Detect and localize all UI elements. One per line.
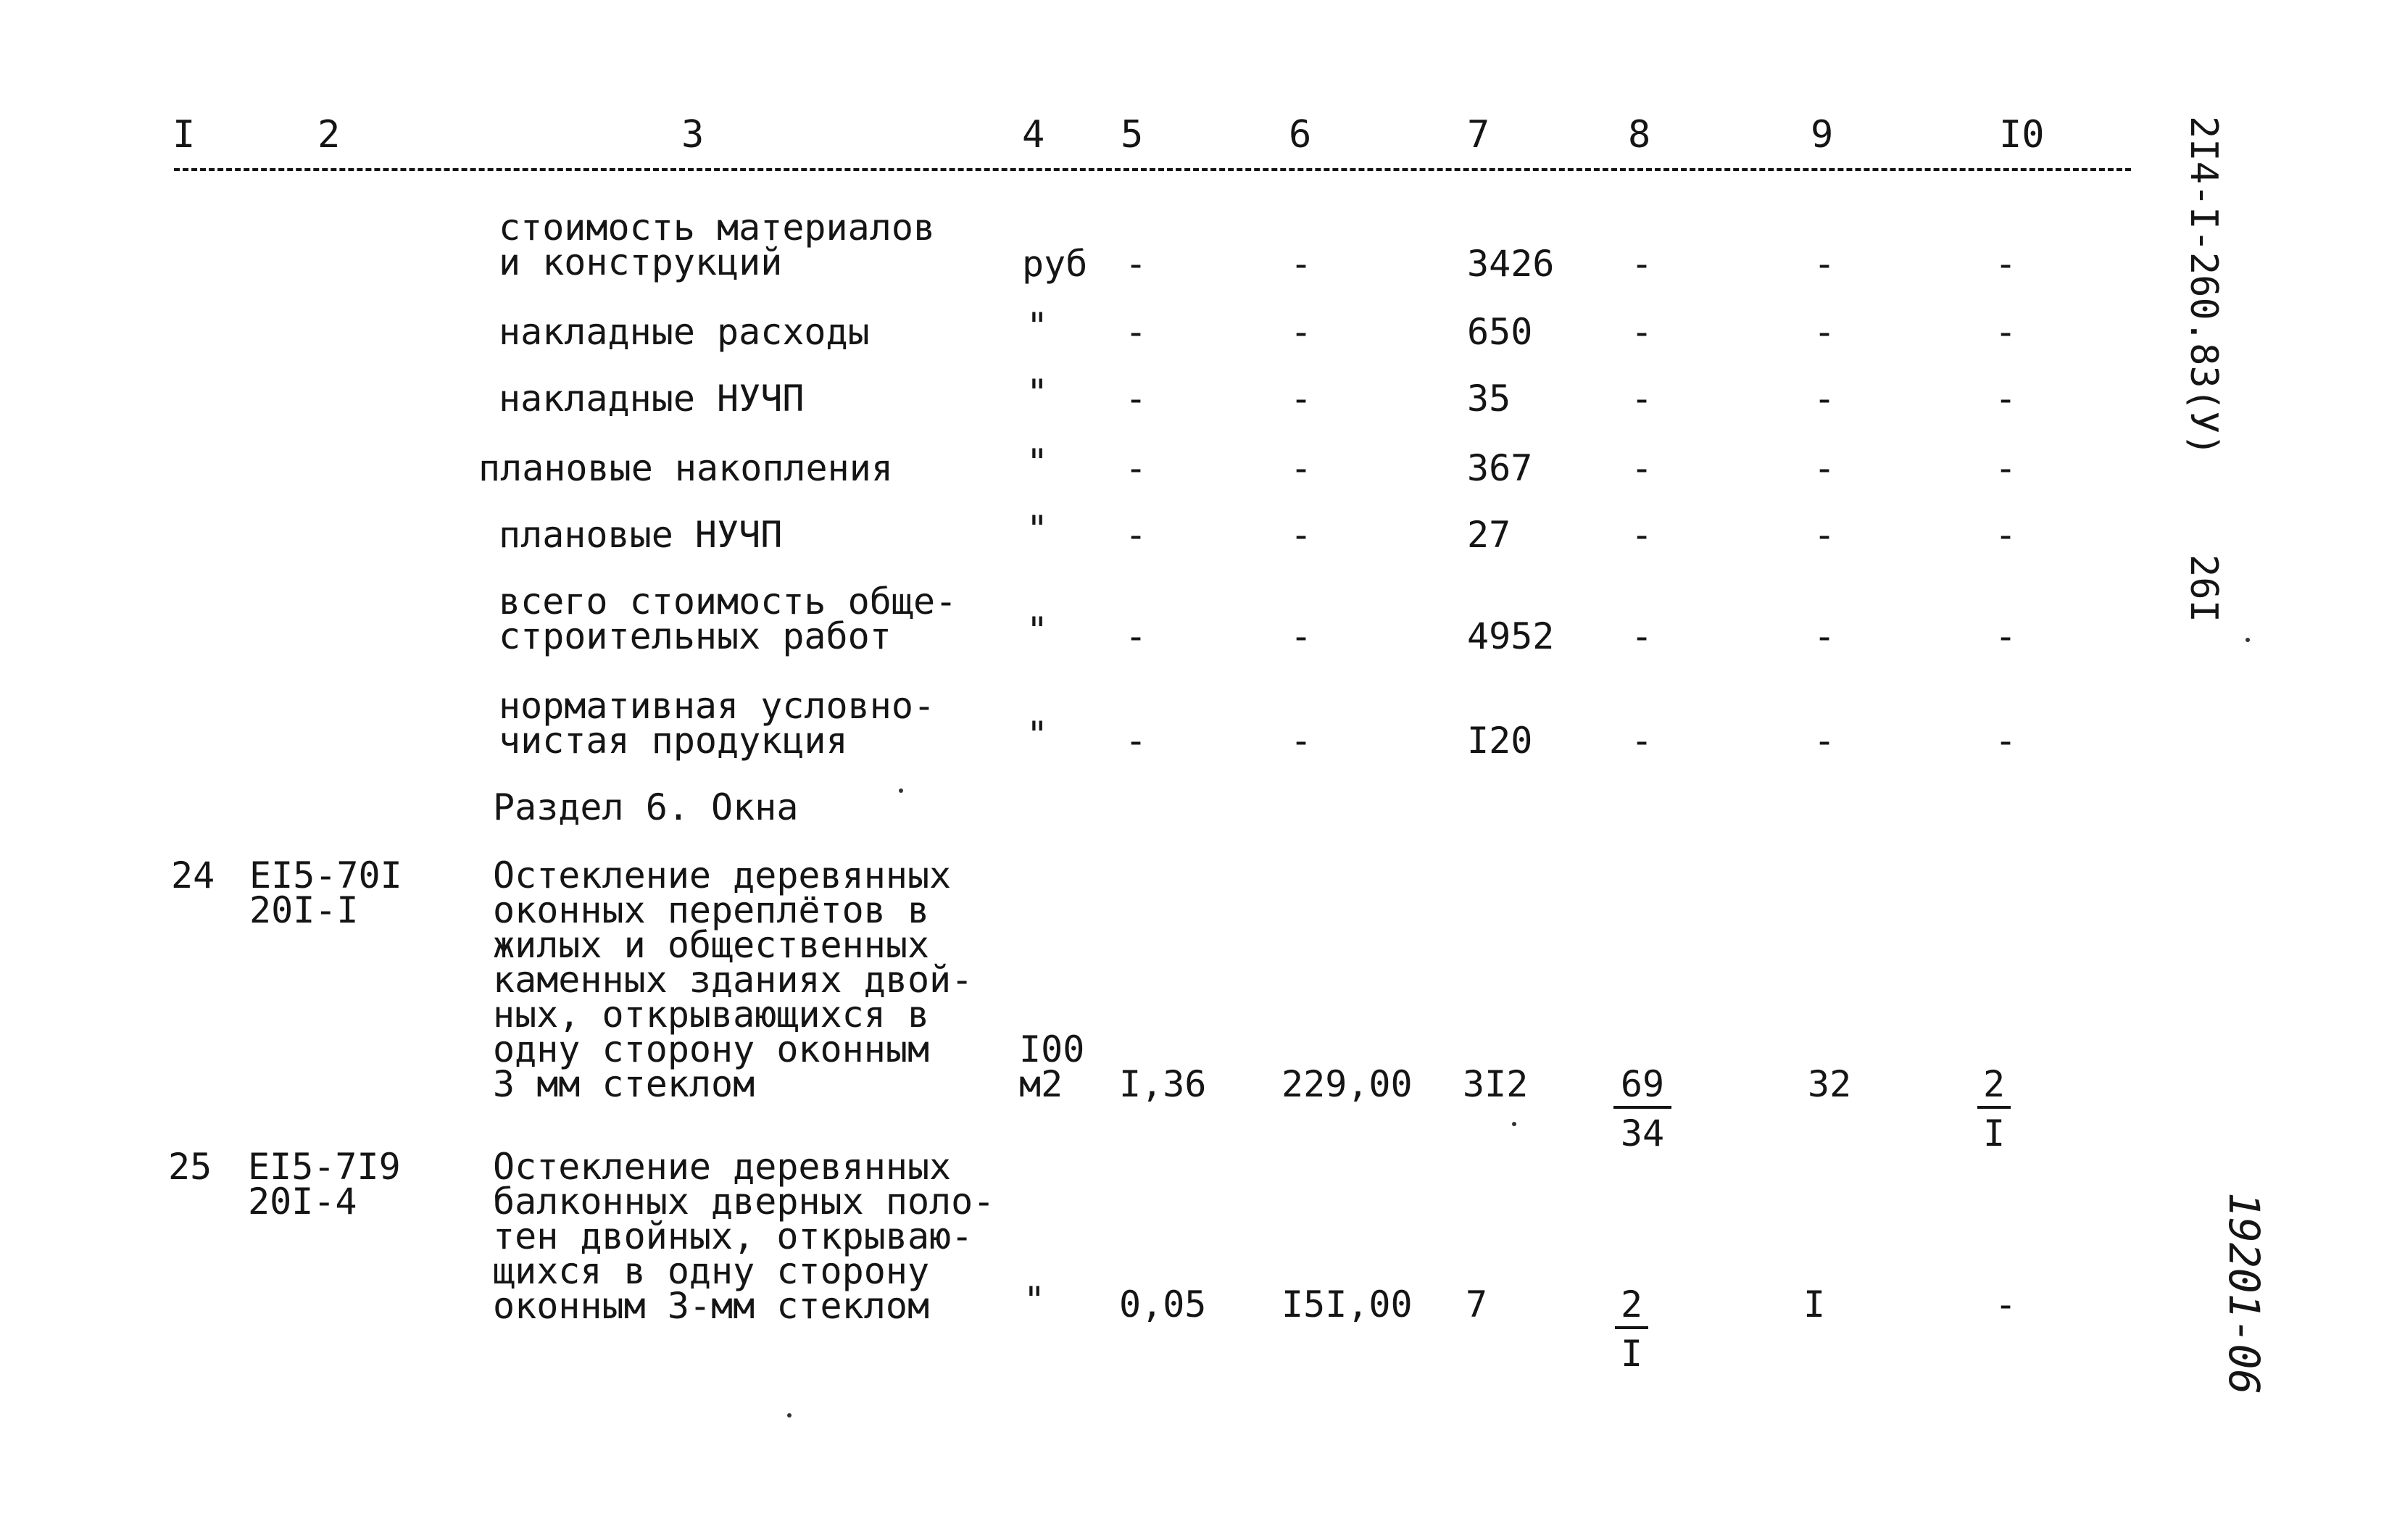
item-24-c10-denominator: I [1982, 1112, 2006, 1154]
summary-row-materials-c7: 3426 [1467, 243, 1555, 285]
summary-row-materials-unit: руб [1022, 243, 1088, 285]
summary-row-total-c10: - [1995, 615, 2017, 657]
item-25-c10: - [1995, 1283, 2017, 1325]
scan-speck [1512, 1122, 1516, 1126]
item-25-code: EI5-7I9 20I-4 [248, 1146, 401, 1223]
summary-row-overhead-c10: - [1995, 311, 2017, 353]
item-24-c8-fraction [1613, 1063, 1671, 1154]
summary-row-planned-nuchp-c5: - [1125, 514, 1147, 556]
col-header-6: 6 [1289, 113, 1312, 157]
page-number: 26I [2182, 554, 2225, 623]
item-25-quantity: 0,05 [1119, 1283, 1207, 1325]
summary-row-planned-savings-c7: 367 [1467, 447, 1533, 489]
summary-row-overhead-c9: - [1814, 311, 1836, 353]
item-25-c8-numerator: 2 [1615, 1287, 1648, 1329]
summary-row-overhead-nuchp-c6: - [1290, 378, 1313, 420]
summary-row-materials-name: стоимость материалов и конструкций [499, 207, 936, 283]
summary-row-planned-nuchp-name: плановые НУЧП [499, 514, 783, 556]
summary-row-planned-savings-c5: - [1125, 447, 1147, 489]
section-heading: Раздел 6. Окна [493, 786, 799, 828]
summary-row-planned-nuchp-c8: - [1631, 514, 1653, 556]
summary-row-net-output-c6: - [1290, 720, 1313, 762]
summary-row-planned-savings-c6: - [1290, 447, 1313, 489]
summary-row-overhead-nuchp-c5: - [1125, 378, 1147, 420]
summary-row-overhead-c5: - [1125, 311, 1147, 353]
document-code: 2I4-I-260.83(У) [2182, 116, 2225, 457]
summary-row-net-output-c5: - [1125, 720, 1147, 762]
item-25-unit: " [1023, 1279, 1046, 1321]
summary-row-total-name: всего стоимость обще- строительных работ [499, 580, 957, 657]
summary-row-overhead-nuchp-c8: - [1631, 378, 1653, 420]
col-header-3: 3 [681, 113, 705, 157]
summary-row-total-c5: - [1125, 615, 1147, 657]
item-24-c9: 32 [1808, 1063, 1852, 1105]
col-header-10: I0 [1999, 113, 2045, 157]
summary-row-net-output-unit: " [1026, 714, 1049, 756]
summary-row-overhead-nuchp-c7: 35 [1467, 378, 1511, 420]
summary-row-planned-savings-unit: " [1026, 441, 1049, 483]
col-header-7: 7 [1467, 113, 1490, 157]
summary-row-total-c6: - [1290, 615, 1313, 657]
col-header-9: 9 [1811, 113, 1834, 157]
summary-row-overhead-nuchp-unit: " [1026, 372, 1049, 414]
summary-row-total-c8: - [1631, 615, 1653, 657]
summary-row-net-output-c10: - [1995, 720, 2017, 762]
summary-row-materials-c10: - [1995, 243, 2017, 285]
summary-row-net-output-c8: - [1631, 720, 1653, 762]
item-24-quantity: I,36 [1119, 1063, 1207, 1105]
item-24-total: 3I2 [1463, 1063, 1529, 1105]
summary-row-planned-savings-c8: - [1631, 447, 1653, 489]
item-24-c8-denominator: 34 [1620, 1112, 1665, 1154]
col-header-1: I [173, 113, 196, 157]
item-25-c8-fraction [1615, 1283, 1648, 1375]
item-24-number: 24 [171, 854, 215, 896]
item-24-c10-numerator: 2 [1977, 1067, 2011, 1109]
scan-speck [787, 1413, 792, 1418]
summary-row-overhead-c7: 650 [1467, 311, 1533, 353]
item-25-unit-price: I5I,00 [1281, 1283, 1413, 1325]
col-header-5: 5 [1121, 113, 1144, 157]
item-25-total: 7 [1466, 1283, 1488, 1325]
summary-row-planned-savings-name: плановые накопления [478, 447, 893, 489]
item-24-unit-price: 229,00 [1281, 1063, 1413, 1105]
summary-row-total-c9: - [1814, 615, 1836, 657]
summary-row-net-output-name: нормативная условно- чистая продукция [499, 685, 936, 762]
summary-row-net-output-c7: I20 [1467, 720, 1533, 762]
scan-speck [899, 788, 903, 793]
summary-row-materials-c8: - [1631, 243, 1653, 285]
summary-row-total-unit: " [1026, 609, 1049, 652]
item-24-c10-fraction [1977, 1063, 2011, 1154]
summary-row-planned-nuchp-c9: - [1814, 514, 1836, 556]
item-24-code: EI5-70I 20I-I [249, 854, 402, 931]
summary-row-overhead-unit: " [1026, 305, 1049, 347]
summary-row-planned-savings-c10: - [1995, 447, 2017, 489]
summary-row-planned-nuchp-c6: - [1290, 514, 1313, 556]
summary-row-overhead-nuchp-c10: - [1995, 378, 2017, 420]
item-24-c8-numerator: 69 [1613, 1067, 1671, 1109]
summary-row-overhead-nuchp-c9: - [1814, 378, 1836, 420]
item-25-description: Остекление деревянных балконных дверных поло- тен двойных, открываю- щихся в одну сторону оконным 3-мм стеклом [493, 1146, 995, 1327]
scan-speck [2246, 638, 2250, 642]
item-24-description: Остекление деревянных оконных переплётов в жилых и общественных каменных зданиях двой- ных, открывающихся в одну сторону оконным 3 мм стеклом [493, 854, 973, 1105]
header-dashed-rule [174, 168, 2131, 171]
summary-row-overhead-name: накладные расходы [499, 311, 870, 353]
summary-row-materials-c5: - [1125, 243, 1147, 285]
summary-row-planned-nuchp-unit: " [1026, 508, 1049, 550]
col-header-4: 4 [1022, 113, 1045, 157]
item-24-unit: I00 м2 [1019, 1028, 1085, 1105]
summary-row-net-output-c9: - [1814, 720, 1836, 762]
archive-stamp: 19201-06 [2219, 1192, 2269, 1395]
col-header-8: 8 [1628, 113, 1651, 157]
summary-row-overhead-nuchp-name: накладные НУЧП [499, 378, 805, 420]
summary-row-materials-c6: - [1290, 243, 1313, 285]
summary-row-materials-c9: - [1814, 243, 1836, 285]
summary-row-planned-savings-c9: - [1814, 447, 1836, 489]
item-25-c9: I [1803, 1283, 1826, 1325]
item-25-number: 25 [168, 1146, 212, 1188]
summary-row-planned-nuchp-c7: 27 [1467, 514, 1511, 556]
summary-row-total-c7: 4952 [1467, 615, 1555, 657]
summary-row-overhead-c8: - [1631, 311, 1653, 353]
summary-row-planned-nuchp-c10: - [1995, 514, 2017, 556]
item-25-c8-denominator: I [1620, 1333, 1643, 1375]
col-header-2: 2 [317, 113, 341, 157]
summary-row-overhead-c6: - [1290, 311, 1313, 353]
